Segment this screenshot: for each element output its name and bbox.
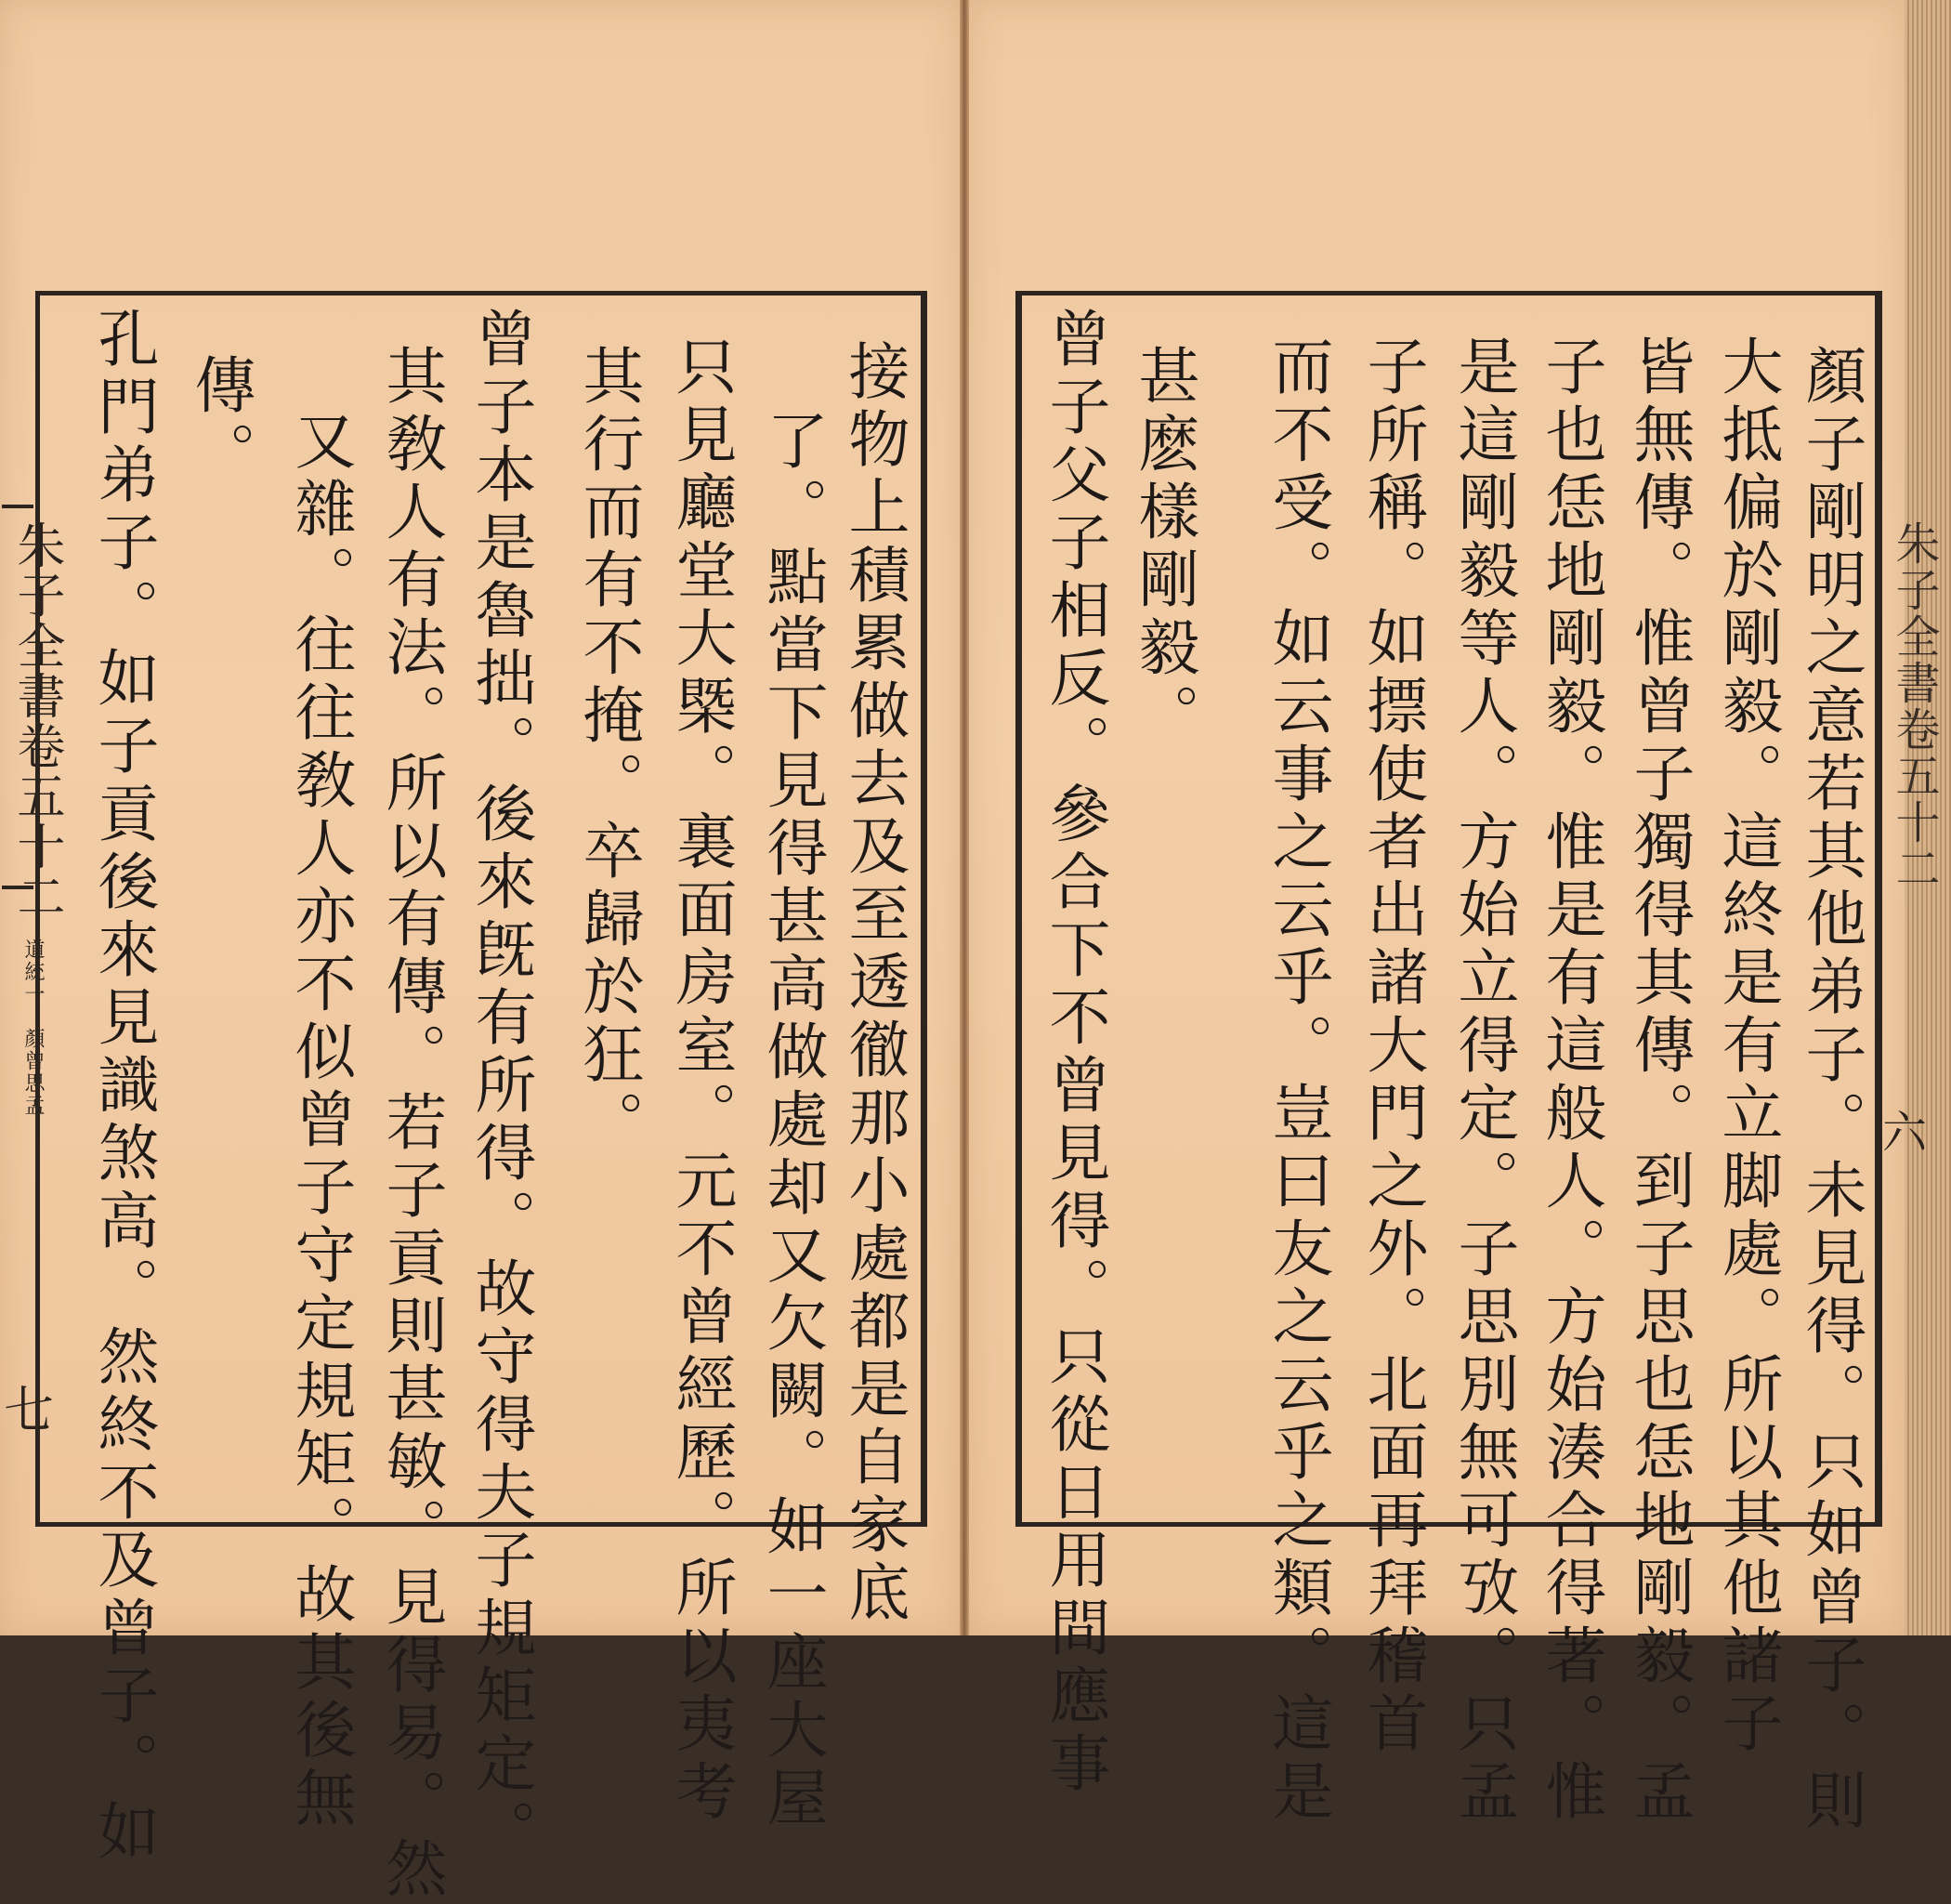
left-text-column: 曾子本是魯拙。後來旣有所得。故守得夫子規矩定。 bbox=[465, 307, 536, 1867]
right-text-column: 皆無傳。惟曾子獨得其傳。到子思也恁地剛毅。孟 bbox=[1623, 335, 1695, 1827]
left-text-column: 了。點當下見得甚高做處却又欠闕。如一座大屋 bbox=[756, 409, 828, 1833]
left-text-column: 傳。 bbox=[184, 353, 255, 489]
right-page-number: 六 bbox=[1882, 1107, 1928, 1159]
left-center-strip-section: 道統一 顏曾思孟 bbox=[21, 939, 45, 1117]
fishtail-mark-top bbox=[2, 505, 33, 508]
book-spine bbox=[960, 0, 969, 1635]
left-text-column: 接物上積累做去及至透徹那小處都是自家底 bbox=[838, 339, 910, 1628]
left-text-column: 其敎人有法。所以有傳。若子貢則甚敏。見得易。然 bbox=[375, 344, 447, 1904]
right-text-column: 甚麽樣剛毅。 bbox=[1128, 344, 1199, 751]
right-text-column: 大抵偏於剛毅。這終是有立脚處。所以其他諸子 bbox=[1711, 335, 1783, 1759]
left-text-column: 只見廳堂大槩。裏面房室。元不曾經歷。所以夷考 bbox=[665, 335, 737, 1827]
right-text-column: 子所稱。如摽使者出諸大門之外。北面再拜稽首 bbox=[1356, 335, 1428, 1759]
left-page-number: 七 bbox=[4, 1381, 54, 1439]
right-text-column: 而不受。如云事之云乎。豈曰友之云乎之類。這是 bbox=[1262, 335, 1333, 1827]
right-center-strip-title: 朱子全書卷五十二 bbox=[1888, 520, 1940, 892]
right-text-column: 顏子剛明之意若其他弟子。未見得。只如曾子。則 bbox=[1795, 344, 1866, 1836]
right-text-column: 子也恁地剛毅。惟是有這般人。方始湊合得著。惟 bbox=[1535, 335, 1606, 1827]
left-center-strip-title: 朱子全書卷五十二 bbox=[8, 520, 64, 922]
right-text-column: 是這剛毅等人。方始立得定。子思別無可攷。只孟 bbox=[1447, 335, 1519, 1827]
right-center-strip bbox=[1879, 291, 1907, 1527]
left-text-column: 孔門弟子。如子貢後來見識煞高。然終不及曾子。如 bbox=[87, 307, 159, 1867]
left-text-column: 其行而有不掩。卒歸於狂。 bbox=[572, 344, 644, 1158]
left-text-column: 又雜。往往敎人亦不似曾子守定規矩。故其後無 bbox=[284, 409, 356, 1833]
right-text-column: 曾子父子相反。參合下不曾見得。只從日用間應事 bbox=[1039, 307, 1110, 1799]
